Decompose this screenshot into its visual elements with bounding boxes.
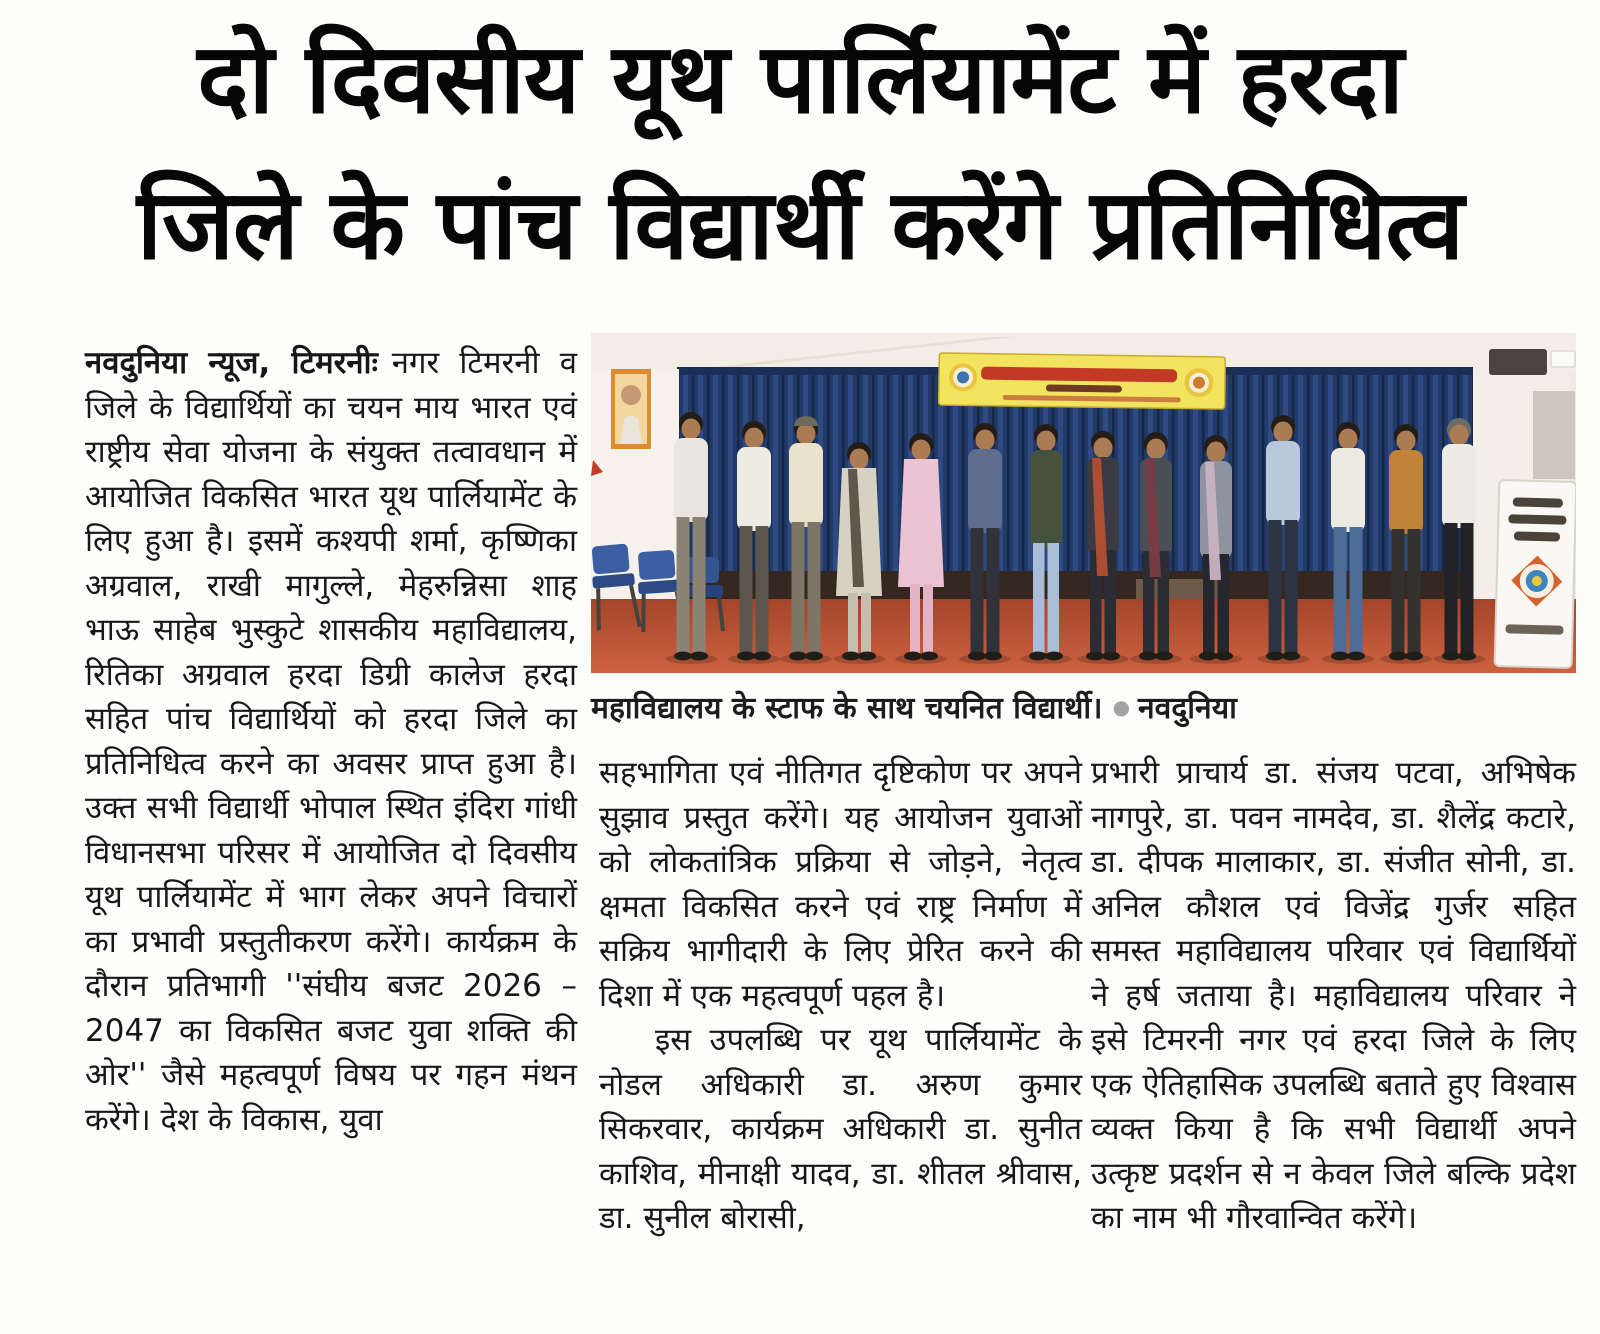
article-column-1 xyxy=(85,341,577,1142)
caption-text: महाविद्यालय के स्टाफ के साथ चयनित विद्यार्थी। xyxy=(591,691,1103,726)
photo-credit: नवदुनिया xyxy=(1138,691,1237,726)
banner-title-text xyxy=(981,367,1177,383)
headline xyxy=(0,6,1600,298)
banner-subtitle-text xyxy=(1046,385,1122,393)
col3-paragraph-1: प्रभारी प्राचार्य डा. संजय पटवा, अभिषेक नागपुरे, डा. पवन नामदेव, डा. शैलेंद्र कटारे, डा. दीपक मालाकार, डा. संजीत सोनी, डा. अनिल कौशल एवं विजेंद्र गुर्जर सहित समस्त महाविद्यालय परिवार एवं विद्यार्थियों ने हर्ष जताया है। महाविद्यालय परिवार ने इसे टिमरनी नगर एवं हरदा जिले के लिए एक ऐतिहासिक उपलब्धि बताते हुए विश्वास व्यक्त किया है कि सभी विद्यार्थी अपने उत्कृष्ट प्रदर्शन से न केवल जिले बल्कि प्रदेश का नाम भी गौरवान्वित करेंगे। xyxy=(1091,755,1576,1236)
gandhi-poster xyxy=(611,369,651,449)
headline-line-1: दो दिवसीय यूथ पार्लियामेंट में हरदा xyxy=(197,22,1403,135)
standee-banner xyxy=(1495,480,1576,668)
vent xyxy=(1551,351,1575,367)
article-column-3 xyxy=(1091,751,1576,1241)
col1-text: नगर टिमरनी व जिले के विद्यार्थियों का चयन माय भारत एवं राष्ट्रीय सेवा योजना के संयुक्त तत्वावधान में आयोजित विकसित भारत यूथ पार्लियामेंट के लिए हुआ है। इसमें कश्यपी शर्मा, कृष्णिका अग्रवाल, राखी मागुल्ले, मेहरुन्निसा शाह भाऊ साहेब भुस्कुटे शासकीय महाविद्यालय, रितिका अग्रवाल हरदा डिग्री कालेज हरदा सहित पांच विद्यार्थियों को हरदा जिले का प्रतिनिधित्व करने का अवसर प्राप्त हुआ है। उक्त सभी विद्यार्थी भोपाल स्थित इंदिरा गांधी विधानसभा परिसर में आयोजित दो दिवसीय यूथ पार्लियामेंट में भाग लेकर अपने विचारों का प्रभावी प्रस्तुतीकरण करेंगे। कार्यक्रम के दौरान प्रतिभागी ''संघीय बजट 2026 –2047 का विकसित बजट युवा शक्ति की ओर'' जैसे महत्वपूर्ण विषय पर गहन मंथन करेंगे। देश के विकास, युवा xyxy=(85,345,578,1138)
col2-paragraph-1: सहभागिता एवं नीतिगत दृष्टिकोण पर अपने सुझाव प्रस्तुत करेंगे। यह आयोजन युवाओं को लोकतांत्रिक प्रक्रिया से जोड़ने, नेतृत्व क्षमता विकसित करने एवं राष्ट्र निर्माण में सक्रिय भागीदारी के लिए प्रेरित करने की दिशा में एक महत्वपूर्ण पहल है। xyxy=(599,755,1082,1014)
event-banner xyxy=(939,353,1226,409)
speaker-box xyxy=(1489,349,1547,375)
credit-bullet-icon: ● xyxy=(1112,695,1131,719)
col1-paragraph xyxy=(85,341,577,1142)
window-panel xyxy=(1533,391,1575,479)
photo-caption xyxy=(591,686,1576,727)
news-photo xyxy=(591,333,1576,673)
col2-paragraph-2: इस उपलब्धि पर यूथ पार्लियामेंट के नोडल अधिकारी डा. अरुण कुमार सिकरवार, कार्यक्रम अधिकारी डा. सुनीत काशिव, मीनाक्षी यादव, डा. शीतल श्रीवास, डा. सुनील बोरासी, xyxy=(599,1022,1082,1236)
dateline: नवदुनिया न्यूज, टिमरनीः xyxy=(85,345,378,381)
photo-illustration xyxy=(591,333,1576,673)
article-column-2 xyxy=(599,751,1082,1241)
headline-line-2: जिले के पांच विद्यार्थी करेंगे प्रतिनिधित्व xyxy=(136,168,1464,281)
